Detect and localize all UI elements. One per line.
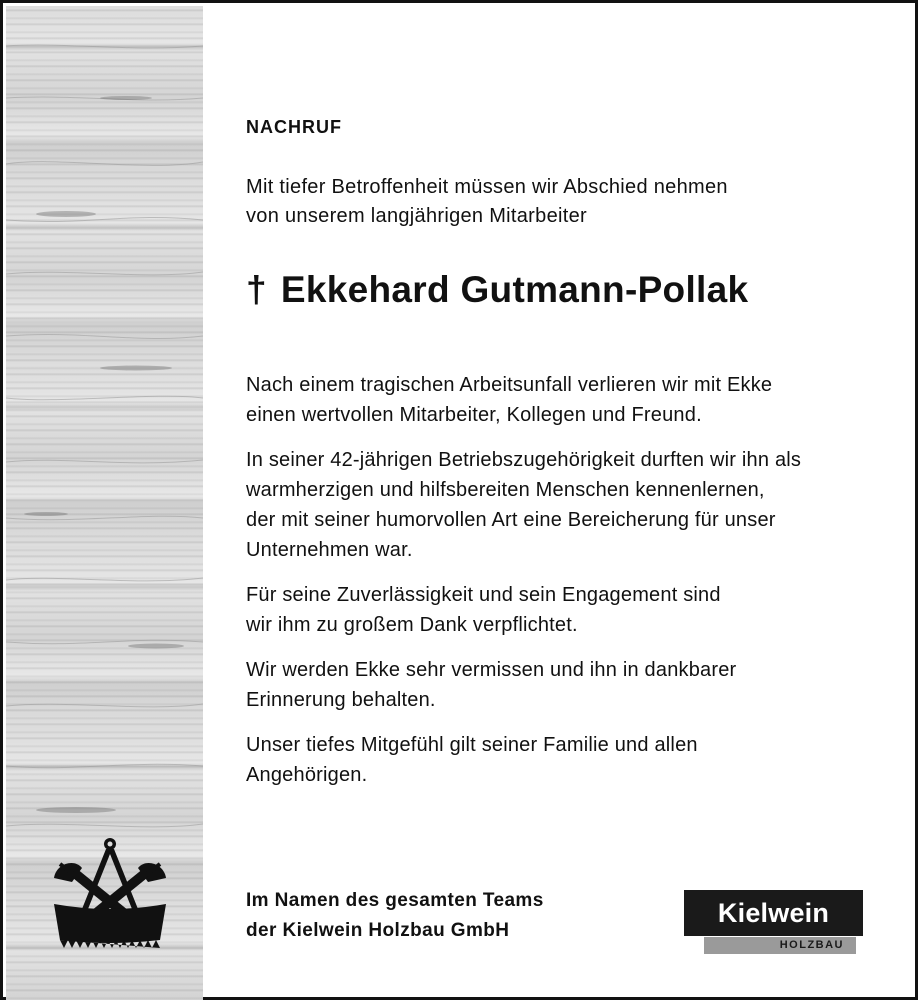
body-line: Für seine Zuverlässigkeit und sein Engagement sind [246,584,721,606]
intro-line: von unserem langjährigen Mitarbeiter [246,205,587,227]
intro-text [246,173,728,231]
body-line: In seiner 42-jährigen Betriebszugehörigkeit durften wir ihn als [246,449,802,471]
cross-icon: † [246,269,267,310]
body-line: warmherzigen und hilfsbereiten Menschen kennenlernen, [246,479,765,501]
logo-wordmark: Kielwein [684,890,863,936]
body-line: Erinnerung behalten. [246,689,436,711]
company-logo [684,890,863,954]
closing-line: Im Namen des gesamten Teams [246,890,544,911]
notice-body [246,355,886,805]
deceased-name [246,269,748,311]
body-line: Wir werden Ekke sehr vermissen und ihn in dankbarer [246,659,737,681]
body-line: Unternehmen war. [246,539,413,561]
notice-heading: NACHRUF [246,117,342,137]
intro-line: Mit tiefer Betroffenheit müssen wir Abschied nehmen [246,176,728,198]
body-line: Unser tiefes Mitgefühl gilt seiner Familie und allen [246,734,698,756]
closing-line: der Kielwein Holzbau GmbH [246,920,510,941]
logo-subtitle: HOLZBAU [704,937,856,954]
closing-signature [246,886,544,946]
carpenter-guild-emblem-icon [50,834,170,952]
body-line: Nach einem tragischen Arbeitsunfall verlieren wir mit Ekke [246,374,773,396]
body-line: wir ihm zu großem Dank verpflichtet. [246,614,578,636]
body-line: der mit seiner humorvollen Art eine Bereicherung für unser [246,509,776,531]
wood-texture-panel [6,6,203,1000]
body-line: Angehörigen. [246,764,368,786]
deceased-name-text: Ekkehard Gutmann-Pollak [280,269,749,310]
body-line: einen wertvollen Mitarbeiter, Kollegen und Freund. [246,404,702,426]
